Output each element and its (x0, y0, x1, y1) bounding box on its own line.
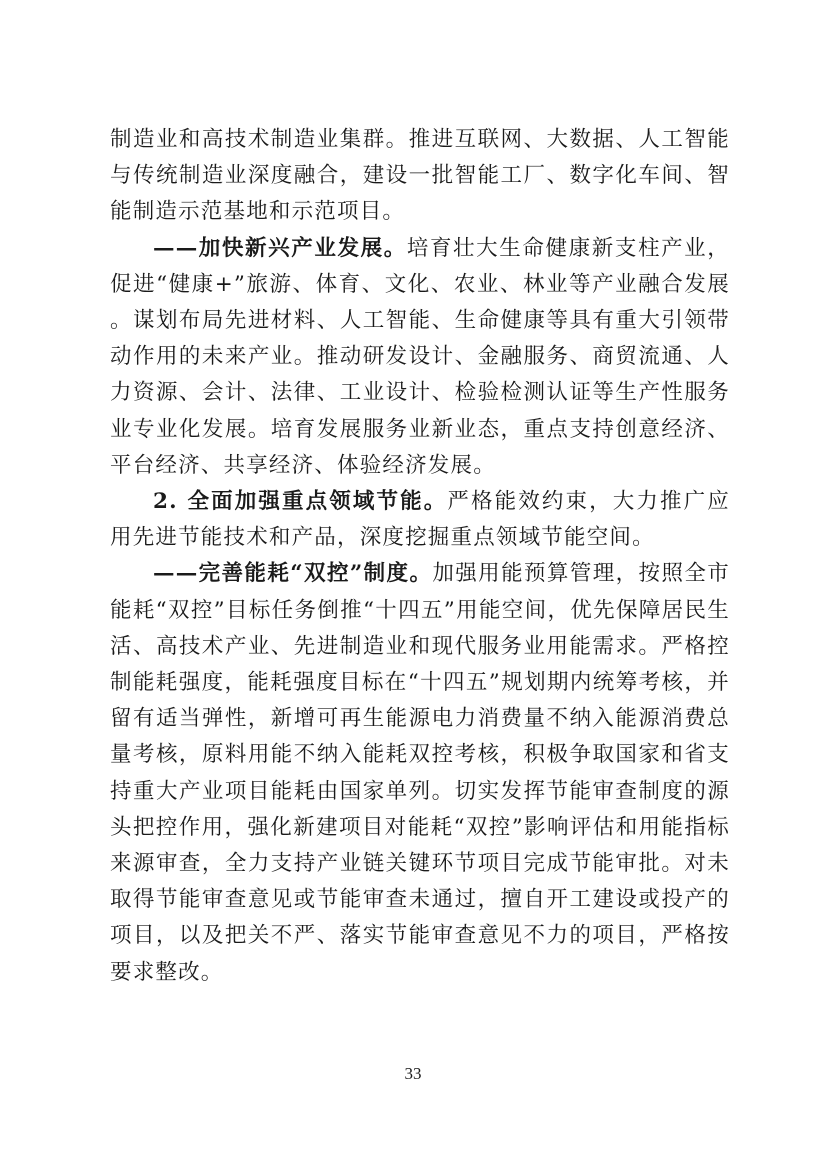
paragraph-4-text: 加强用能预算管理，按照全市能耗“双控”目标任务倒推“十四五”用能空间，优先保障居民生活、高技术产业、先进制造业和现代服务业用能需求。严格控制能耗强度，能耗强度目标在“十四五”规划期内统筹考核，并留有适当弹性，新增可再生能源电力消费量不纳入能源消费总量考核，原料用能不纳入能耗双控考核，积极争取国家和省支持重大产业项目能耗由国家单列。切实发挥节能审查制度的源头把控作用，强化新建项目对能耗“双控”影响评估和用能指标来源审查，全力支持产业链关键环节项目完成节能审批。对未取得节能审查意见或节能审查未通过，擅自开工建设或投产的项目，以及把关不严、落实节能审查意见不力的项目，严格按要求整改。 (110, 561, 730, 985)
paragraph-4 (110, 556, 730, 990)
paragraph-2 (110, 231, 730, 484)
paragraph-2-heading: ——加快新兴产业发展。 (153, 235, 407, 261)
paragraph-2-text: 培育壮大生命健康新支柱产业，促进“健康+”旅游、体育、文化、农业、林业等产业融合发展。谋划布局先进材料、人工智能、生命健康等具有重大引领带动作用的未来产业。推动研发设计、金融服务、商贸流通、人力资源、会计、法律、工业设计、检验检测认证等生产性服务业专业化发展。培育发展服务业新业态，重点支持创意经济、平台经济、共享经济、体验经济发展。 (110, 235, 730, 478)
paragraph-1-text: 制造业和高技术制造业集群。推进互联网、大数据、人工智能与传统制造业深度融合，建设一批智能工厂、数字化车间、智能制造示范基地和示范项目。 (110, 127, 730, 225)
paragraph-3-heading: 2. 全面加强重点领域节能。 (153, 489, 448, 515)
body-text (110, 122, 730, 991)
page-number: 33 (404, 1064, 422, 1083)
paragraph-4-heading: ——完善能耗“双控”制度。 (153, 561, 433, 587)
paragraph-3-text: 严格能效约束，大力推广应用先进节能技术和产品，深度挖掘重点领域节能空间。 (110, 489, 731, 551)
paragraph-3 (110, 484, 730, 556)
paragraph-1 (110, 122, 730, 231)
